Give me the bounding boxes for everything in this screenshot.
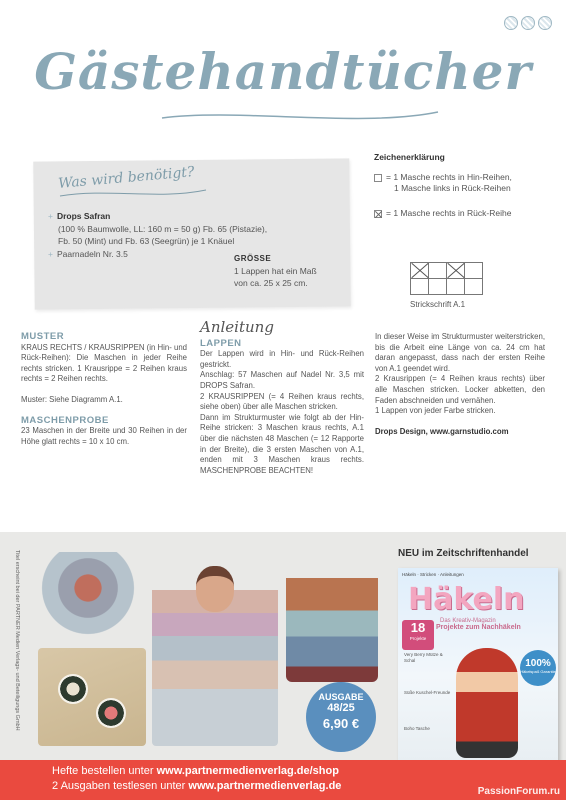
chart-cell-cross [411,263,429,279]
ad-side-text: Titel erscheint bei der PARTNER Medien Verlags- und Beteiligungs GmbH [14,550,20,731]
chart-cell-empty [465,279,483,295]
instruction-text-2: 2 Krausrippen (= 4 Reihen kraus rechts) über alle Maschen stricken. Locker abketten, den Faden abschneiden und vernähen. [375,374,545,405]
magazine-subtitle: Das Kreativ-Magazin [440,618,496,624]
materials-list [48,210,267,260]
lappen-text-4: Dann im Strukturmuster wie folgt ab der Hin-Reihe stricken: 3 Maschen kraus rechts, A.1 über die nächsten 48 Maschen (= 12 Rapporte in der Breite), die 3 ersten Maschen von A.1, enden mit 3 Maschen kraus rechts. MASCHENPROBE BEACHTEN! [200,412,364,475]
trial-link[interactable]: www.partnermedienverlag.de [188,780,342,792]
lappen-text-1: Der Lappen wird in Hin- und Rück-Reihen gestrickt. [200,349,364,369]
design-credit: Drops Design, www.garnstudio.com [375,426,509,436]
issue-badge-number: 48/25 [327,702,355,714]
issue-badge-label: AUSGABE [318,692,364,702]
magazine-note-1: Very Berry Mütze & Schal [404,652,443,663]
empty-square-icon [374,174,382,182]
magazine-count-label: Projekte [409,636,427,641]
watermark: PassionForum.ru [477,786,560,797]
photo-crochet-sushi [38,648,146,746]
size-line-2: von ca. 25 x 25 cm. [234,278,308,288]
photo-crochet-hat [38,552,138,642]
yarn-ball-icon [538,16,552,30]
materials-item-yarn: + Drops Safran [48,211,111,221]
chart-cell-cross [447,263,465,279]
column-right [375,332,545,447]
knitting-chart [410,262,483,295]
legend-heading: Zeichenerklärung [374,152,445,162]
magazine-top-strip: Häkeln · Stricken · Anleitungen [402,572,464,577]
materials-yarn-colors: Fb. 50 (Mint) und Fb. 63 (Seegrün) je 1 Knäuel [58,236,235,246]
materials-yarn-desc: (100 % Baumwolle, LL: 160 m = 50 g) Fb. 65 (Pistazie), [58,223,268,234]
magazine-percent-label: Häkelspaß Garantie [520,669,556,674]
chart-cell-empty [429,263,447,279]
anleitung-heading: Anleitung [200,318,274,336]
magazine-count-badge [402,620,434,650]
magazine-title: Häkeln [408,582,525,617]
legend-row-empty [374,172,550,194]
materials-heading-swash [58,186,208,200]
magazine-count: 18 [410,620,426,635]
page-title: Gästehandtücher [34,42,532,101]
magazine-note-2: Süße Kuschel-Freunde [404,690,451,695]
bullet-icon: + [48,248,53,259]
lappen-text-3: 2 KRAUSRIPPEN (= 4 Reihen kraus rechts, siehe oben) über alle Maschen stricken. [200,391,364,412]
issue-badge-price: 6,90 € [322,716,360,731]
instruction-text-3: 1 Lappen von jeder Farbe stricken. [375,406,496,416]
yarn-ball-icons [504,16,552,30]
footer-line-2: 2 Ausgaben testlesen unter www.partnermedienverlag.de [52,780,342,792]
magazine-note-3: Boho Tasche [404,726,430,731]
lappen-heading: LAPPEN [200,337,242,349]
size-heading: GRÖSSE [234,254,272,263]
size-line-1: 1 Lappen hat ein Maß [234,266,317,276]
muster-text: KRAUS RECHTS / KRAUSRIPPEN (in Hin- und Rück-Reihen): Die Maschen in jeder Reihe rechts stricken. 1 Krausrippe = 2 Reihen kraus rechts = 2 Reihen rechts. [21,342,187,384]
new-in-stores-banner: NEU im Zeitschriftenhandel [398,548,529,559]
symbol-legend [374,152,550,233]
legend-empty-text-2: 1 Masche links in Rück-Reihen [394,183,511,193]
chart-cell-empty [465,263,483,279]
column-left [21,332,187,457]
chart-cell-empty [411,279,429,295]
materials-heading: Was wird benötigt? [57,164,196,192]
maschenprobe-text: 23 Maschen in der Breite und 30 Reihen in der Höhe glatt rechts = 10 x 10 cm. [21,426,187,446]
magazine-doll-image [456,648,518,758]
footer-line-1: Hefte bestellen unter www.partnermedienverlag.de/shop [52,765,339,777]
yarn-ball-icon [504,16,518,30]
photo-model-face [196,566,234,612]
magazine-percent-badge [520,650,556,686]
column-middle [200,318,364,486]
title-swash-decoration [160,106,440,126]
size-box [234,254,356,306]
shop-link[interactable]: www.partnermedienverlag.de/shop [156,765,339,777]
chart-cell-empty [447,279,465,295]
issue-badge [306,682,376,752]
cross-square-icon [374,210,382,218]
legend-cross-text: = 1 Masche rechts in Rück-Reihe [386,208,512,218]
yarn-ball-icon [521,16,535,30]
magazine-projects: Projekte zum Nachhäkeln [436,624,521,631]
magazine-percent: 100% [525,658,551,669]
muster-diagram-text: Muster: Siehe Diagramm A.1. [21,394,123,404]
chart-cell-empty [429,279,447,295]
instruction-text-1: In dieser Weise im Strukturmuster weiterstricken, bis die Arbeit eine Länge von ca. 24 cm hat daran angepasst, dass nach der ersten Reihe von A.1 geendet wird. [375,332,545,373]
materials-item-needles: + Paarnadeln Nr. 3.5 [48,248,128,259]
bullet-icon: + [48,211,53,221]
legend-empty-text-1: = 1 Masche rechts in Hin-Reihen, [386,172,512,182]
photo-crochet-doll [286,552,378,682]
lappen-text-2: Anschlag: 57 Maschen auf Nadel Nr. 3,5 mit DROPS Safran. [200,370,364,390]
muster-heading: MUSTER [21,331,65,342]
legend-row-cross [374,208,550,219]
maschenprobe-heading: MASCHENPROBE [21,414,109,426]
chart-caption: Strickschrift A.1 [410,300,466,309]
